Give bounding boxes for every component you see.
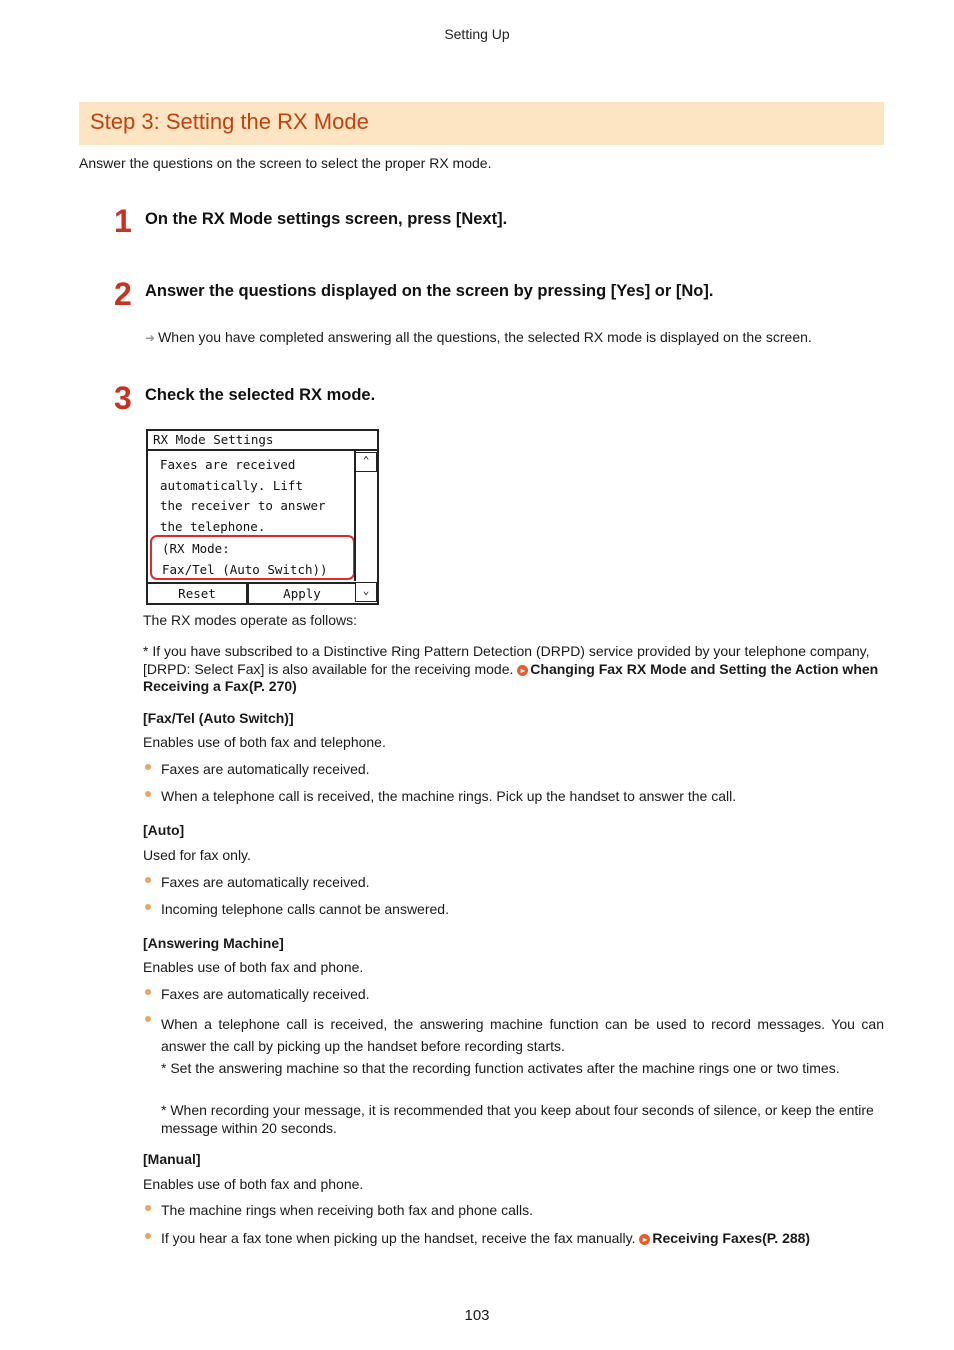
bullet-icon bbox=[145, 989, 151, 995]
step-number-1: 1 bbox=[114, 203, 132, 239]
step-text-3: Check the selected RX mode. bbox=[145, 386, 376, 404]
reset-button[interactable]: Reset bbox=[178, 586, 216, 601]
bullet-icon bbox=[145, 904, 151, 910]
receiving-faxes-link[interactable]: ▸ Receiving Faxes(P. 288) bbox=[639, 1230, 810, 1246]
chevron-down-icon: ⌄ bbox=[362, 584, 370, 597]
result-arrow-icon: ➜ bbox=[145, 331, 156, 345]
note-ringing: * Set the answering machine so that the recording function activates after the machine rings one or two times. bbox=[161, 1060, 840, 1076]
step-text-2: Answer the questions displayed on the screen by pressing [Yes] or [No]. bbox=[145, 282, 714, 300]
bullet-icon bbox=[145, 791, 151, 797]
page-number: 103 bbox=[464, 1307, 490, 1324]
bullet-icon bbox=[145, 1233, 151, 1239]
chevron-up-icon: ⌃ bbox=[362, 454, 370, 467]
list-item: Faxes are automatically received. bbox=[161, 874, 370, 890]
mode-heading-fax-tel: [Fax/Tel (Auto Switch)] bbox=[143, 710, 294, 726]
step-number-3: 3 bbox=[114, 380, 132, 416]
step-result bbox=[145, 329, 812, 345]
mode-heading-answering: [Answering Machine] bbox=[143, 935, 284, 951]
screen-message: Faxes are received automatically. Lift the receiver to answer the telephone. bbox=[160, 457, 326, 535]
link-arrow-icon: ▸ bbox=[517, 665, 528, 676]
drpd-link-text: Changing Fax RX Mode and Setting the Action when Receiving a Fax(P. 270) bbox=[143, 660, 879, 694]
list-item: When a telephone call is received, the answering machine function can be used to record messages. You can answer the call by picking up the handset before recording starts. bbox=[161, 1013, 884, 1057]
mode-desc-answering: Enables use of both fax and phone. bbox=[143, 959, 364, 975]
bullet-icon bbox=[145, 877, 151, 883]
scroll-down-button[interactable] bbox=[355, 582, 377, 602]
step-text-1: On the RX Mode settings screen, press [Next]. bbox=[145, 210, 508, 228]
step-number-2: 2 bbox=[114, 276, 132, 312]
mode-desc-fax-tel: Enables use of both fax and telephone. bbox=[143, 734, 386, 750]
screen-rx-mode: (RX Mode: Fax/Tel (Auto Switch)) bbox=[162, 541, 328, 577]
drpd-note bbox=[143, 643, 885, 696]
screen-title: RX Mode Settings bbox=[153, 432, 274, 447]
apply-button[interactable]: Apply bbox=[283, 586, 321, 601]
note-recording: * When recording your message, it is recommended that you keep about four seconds of silence, or keep the entire message within 20 seconds. bbox=[161, 1102, 874, 1136]
step-result-text: When you have completed answering all the questions, the selected RX mode is displayed on the screen. bbox=[158, 329, 812, 345]
section-title: Step 3: Setting the RX Mode bbox=[90, 109, 369, 134]
mode-desc-manual: Enables use of both fax and phone. bbox=[143, 1176, 364, 1192]
mode-heading-auto: [Auto] bbox=[143, 822, 185, 838]
modes-intro: The RX modes operate as follows: bbox=[143, 612, 357, 628]
list-item: Faxes are automatically received. bbox=[161, 761, 370, 777]
list-item: Faxes are automatically received. bbox=[161, 986, 370, 1002]
bullet-icon bbox=[145, 764, 151, 770]
mode-desc-auto: Used for fax only. bbox=[143, 847, 251, 863]
drpd-note-text: * If you have subscribed to a Distinctive Ring Pattern Detection (DRPD) service provided by your telephone company, [DRPD: Select Fax] is also available for the receiving mode. bbox=[143, 643, 870, 677]
mode-heading-manual: [Manual] bbox=[143, 1151, 201, 1167]
running-header: Setting Up bbox=[444, 26, 510, 42]
list-item: Incoming telephone calls cannot be answered. bbox=[161, 901, 449, 917]
list-item: When a telephone call is received, the machine rings. Pick up the handset to answer the call. bbox=[161, 788, 736, 804]
list-item: The machine rings when receiving both fax and phone calls. bbox=[161, 1202, 533, 1218]
list-item: If you hear a fax tone when picking up the handset, receive the fax manually. ▸ Receiving Faxes(P. 288) bbox=[161, 1230, 810, 1246]
bullet-icon bbox=[145, 1205, 151, 1211]
scroll-up-button[interactable] bbox=[355, 452, 377, 472]
link-arrow-icon: ▸ bbox=[639, 1234, 650, 1245]
bullet-icon bbox=[145, 1016, 151, 1022]
screen-title-divider bbox=[148, 449, 377, 451]
section-intro: Answer the questions on the screen to select the proper RX mode. bbox=[79, 155, 492, 171]
rx-mode-screen bbox=[146, 429, 379, 605]
